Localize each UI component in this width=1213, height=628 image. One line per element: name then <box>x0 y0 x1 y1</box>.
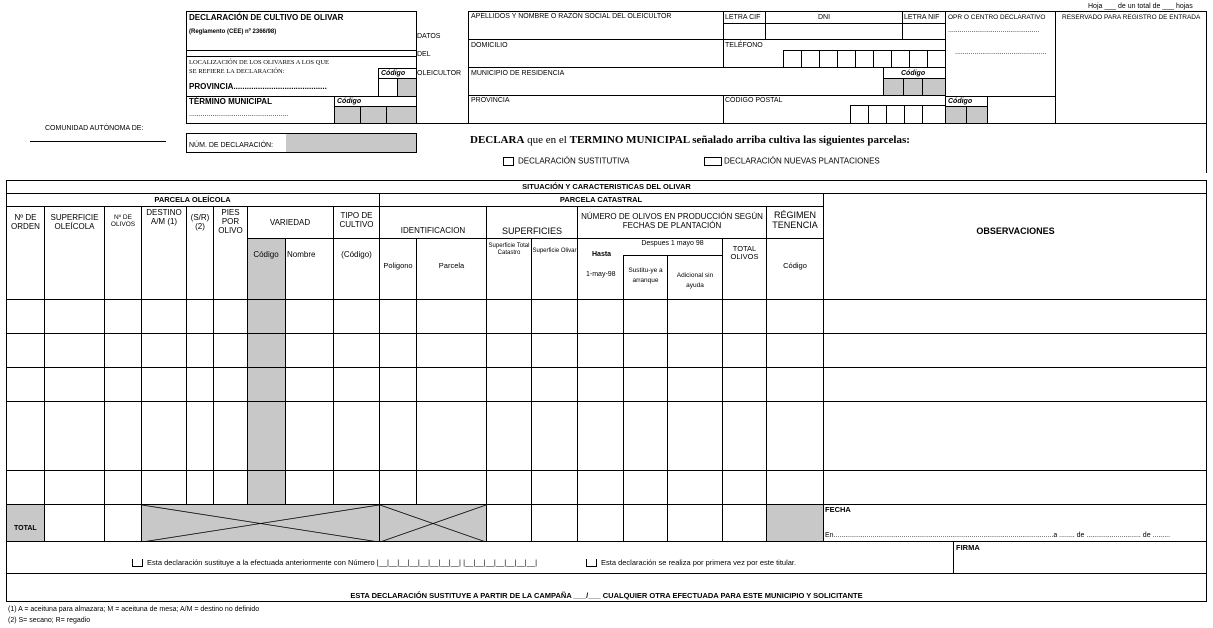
sustitutiva-option[interactable]: DECLARACIÓN SUSTITUTIVA <box>503 157 629 166</box>
total-cross-1 <box>142 505 379 542</box>
col-hasta-fecha: 1-may-98 <box>586 271 616 278</box>
col-pies: PIES POR OLIVO <box>218 208 243 235</box>
footnote-1: (1) A = aceituna para almazara; M = aceituna de mesa; A/M = destino no definido <box>8 606 260 613</box>
col-var-nombre: Nombre <box>287 250 316 259</box>
comunidad-field[interactable] <box>30 141 166 142</box>
col-identificacion: IDENTIFICACION <box>400 226 466 235</box>
firma-box[interactable] <box>953 541 1207 574</box>
total-label-cell <box>7 505 44 542</box>
num-declaracion-label: NÚM. DE DECLARACIÓN: <box>189 142 274 149</box>
provincia-code-label: Código <box>381 70 406 77</box>
datos-label: DATOS <box>417 33 441 40</box>
domicilio-label: DOMICILIO <box>471 42 508 49</box>
col-total-olivos: TOTAL OLIVOS <box>730 244 759 262</box>
reservado-box <box>1055 11 1207 124</box>
municipio-code-label: Código <box>901 70 926 77</box>
provincia2-code-label: Código <box>948 98 973 105</box>
letra-cif-label: LETRA CIF <box>725 14 761 21</box>
col-reg-codigo: Código <box>783 261 807 270</box>
parcela-catastral-title: PARCELA CATASTRAL <box>559 195 643 204</box>
del-label: DEL <box>417 51 431 58</box>
fecha-line[interactable]: En.................................................................................................................a ........ de ............................ de ......... <box>825 532 1171 539</box>
col-parcela: Parcela <box>438 261 465 270</box>
col-sup-olivar: Superficie Olivar <box>532 248 577 254</box>
provincia2-label: PROVINCIA <box>471 97 510 104</box>
regimen-total-shade <box>767 505 823 542</box>
page-count: Hoja ___ de un total de ___ hojas <box>1088 3 1193 10</box>
provincia-field[interactable]: PROVINCIA.......................................... <box>189 82 327 91</box>
nuevas-checkbox[interactable] <box>704 157 722 166</box>
col-hasta: Hasta <box>592 251 612 258</box>
col-tipo-cultivo: TIPO DE CULTIVO <box>339 211 374 229</box>
localizacion-label-1: LOCALIZACIÓN DE LOS OLIVARES A LOS QUE <box>189 59 329 66</box>
col-observaciones: OBSERVACIONES <box>976 226 1055 236</box>
sustituye-option[interactable]: Esta declaración sustituye a la efectuada anteriormente con Número |__|__|__|__|__|__|__|__| |__|__|__|__|__|__|__| <box>132 559 537 567</box>
col-superficie: SUPERFICIE OLEÍCOLA <box>50 213 99 231</box>
reservado-label: RESERVADO PARA REGISTRO DE ENTRADA <box>1062 14 1201 21</box>
opr-label: OPR O CENTRO DECLARATIVO <box>948 14 1046 21</box>
col-destino: DESTINO A/M (1) <box>146 208 182 226</box>
sustituye-checkbox[interactable] <box>132 559 143 567</box>
fecha-label: FECHA <box>825 505 851 514</box>
localizacion-label-2: SE REFIERE LA DECLARACIÓN: <box>189 68 285 75</box>
reglamento: (Reglamento (CEE) nº 2366/98) <box>189 29 277 35</box>
form-title: DECLARACIÓN DE CULTIVO DE OLIVAR <box>189 13 344 22</box>
opr-line-1[interactable]: ............................................... <box>948 27 1040 34</box>
dni-label: DNI <box>818 14 831 21</box>
col-sup-total: Superficie Total Catastro <box>488 243 530 256</box>
col-superficies: SUPERFICIES <box>501 226 562 236</box>
col-n-orden: Nº DE ORDEN <box>11 213 40 231</box>
termino-code-label: Código <box>337 98 362 105</box>
col-tipo-codigo: (Código) <box>341 250 372 259</box>
opr-line-2[interactable]: ............................................... <box>955 49 1047 56</box>
footnote-2: (2) S= secano; R= regadio <box>8 617 91 624</box>
letra-nif-label: LETRA NIF <box>904 14 940 21</box>
col-sustituye: Sustitu-ye a arranque <box>628 267 663 284</box>
col-regimen: RÉGIMEN TENENCIA <box>772 210 818 230</box>
num-declaracion-field[interactable] <box>286 134 416 152</box>
variedad-codigo-shade <box>247 238 285 542</box>
comunidad-label: COMUNIDAD AUTÓNOMA DE: <box>45 125 144 132</box>
col-var-codigo: Código <box>253 250 279 259</box>
firma-label: FIRMA <box>956 543 980 552</box>
col-variedad: VARIEDAD <box>269 218 311 227</box>
oleicultor-label: OLEICULTOR <box>417 70 462 77</box>
col-despues: Despues 1 mayo 98 <box>641 240 704 247</box>
declara-statement: DECLARA que en el TERMINO MUNICIPAL señalado arriba cultiva las siguientes parcelas: <box>470 134 910 146</box>
col-poligono: Poligono <box>383 261 413 270</box>
parcela-oleicola-title: PARCELA OLEÍCOLA <box>154 195 231 204</box>
codigo-postal-label: CÓDIGO POSTAL <box>725 97 783 104</box>
campana-statement: ESTA DECLARACIÓN SUSTITUYE A PARTIR DE LA CAMPAÑA ___/___ CUALQUIER OTRA EFECTUADA PARA ESTE MUNICIPIO Y SOLICITANTE <box>350 591 863 600</box>
col-adicional: Adicional sin ayuda <box>676 272 714 289</box>
col-numero-olivos: NÚMERO DE OLIVOS EN PRODUCCIÓN SEGÚN FECHAS DE PLANTACIÓN <box>581 212 763 230</box>
situacion-title: SITUACIÓN Y CARACTERISTICAS DEL OLIVAR <box>522 182 691 191</box>
primera-vez-checkbox[interactable] <box>586 559 597 567</box>
apellidos-label: APELLIDOS Y NOMBRE O RAZÓN SOCIAL DEL OLEICULTOR <box>471 13 672 20</box>
total-cross-2 <box>380 505 486 542</box>
termino-field[interactable]: ................................................... <box>189 111 289 118</box>
col-n-olivos: Nº DE OLIVOS <box>110 214 136 229</box>
primera-vez-option[interactable]: Esta declaración se realiza por primera vez por este titular. <box>586 559 796 567</box>
sustitutiva-checkbox[interactable] <box>503 157 514 166</box>
nuevas-option[interactable]: DECLARACIÓN NUEVAS PLANTACIONES <box>704 157 880 166</box>
total-label: TOTAL <box>14 525 37 532</box>
municipio-label: MUNICIPIO DE RESIDENCIA <box>471 70 565 77</box>
telefono-label: TELÉFONO <box>725 42 763 49</box>
col-sr: (S/R) (2) <box>190 213 210 231</box>
termino-label: TÉRMINO MUNICIPAL <box>189 97 272 106</box>
